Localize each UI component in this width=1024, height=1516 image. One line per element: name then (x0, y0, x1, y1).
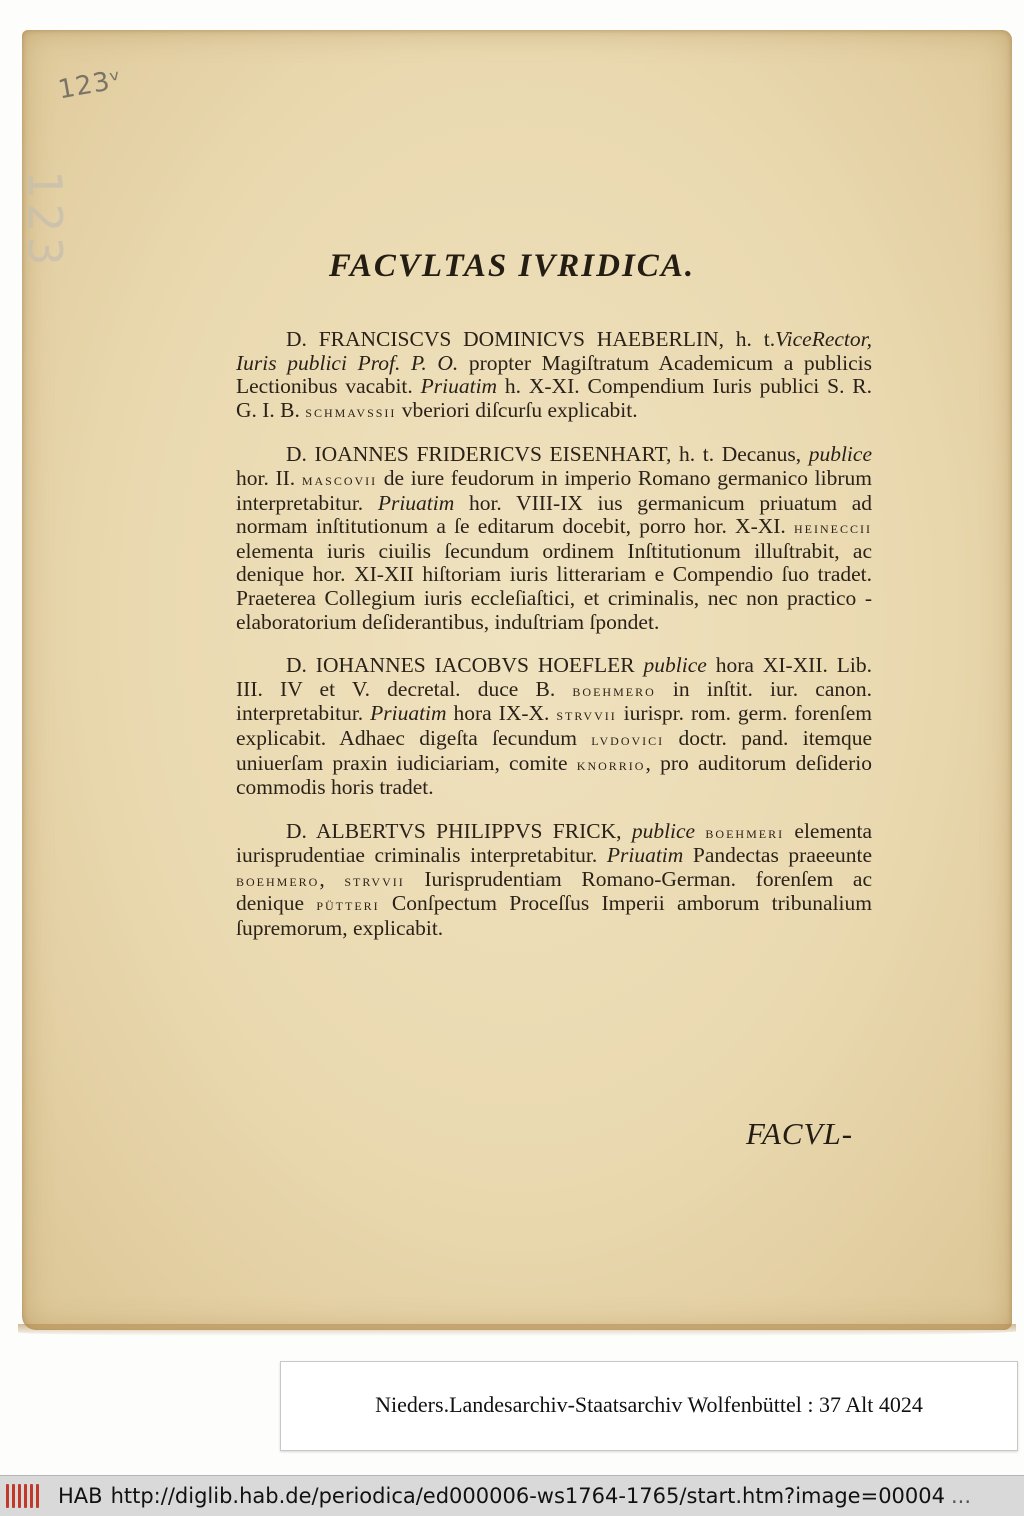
hab-logo-icon (6, 1482, 48, 1510)
archive-label (280, 1361, 1018, 1451)
pencil-folio-note: 123ᵛ (55, 64, 125, 106)
archive-label-text: Nieders.Landesarchiv-Staatsarchiv Wolfenbüttel : 37 Alt 4024 (375, 1392, 923, 1417)
entry-frick: D. ALBERTVS PHILIPPVS FRICK, publice boehmeri elementa iurisprudentiae criminalis interpretabitur. Priuatim Pandectas praeeunte boehmero, strvvii Iurisprudentiam Romano-German. forenſem ac denique pütteri Conſpectum Proceſſus Imperii amborum tribunalium ſupremorum, explicabit. (236, 818, 872, 941)
entry-eisenhart: D. IOANNES FRIDERICVS EISENHART, h. t. Decanus, publice hor. II. mascovii de iure feudorum in imperio Romano germanico librum interpretabitur. Priuatim hor. VIII-IX ius germanicum priuatum ad normam inſtitutionum a ſe editarum docebit, porro hor. X-XI. heineccii elementa iuris ciuilis ſecundum ordinem Inſtitutionum illuſtrabit, ac denique hor. XI-XII hiſtoriam iuris litterariam e Compendio ſuo tradet. Praeterea Collegium iuris eccleſiaſtici, et criminalis, nec non practico - elaboratorium deſiderantibus, induſtriam ſpondet. (236, 442, 873, 634)
stamped-folio-number: 123 (18, 170, 72, 270)
viewer-footer-bar (0, 1475, 1024, 1516)
entry-haeberlin: D. FRANCISCVS DOMINICVS HAEBERLIN, h. t.ViceRector, Iuris publici Prof. P. O. propter Magiſtratum Academicum a publicis Lectionibus vacabit. Priuatim h. X-XI. Compendium Iuris publici S. R. G. I. B. schmavssii vberiori diſcurſu explicabit. (236, 327, 872, 422)
entry-hoefler: D. IOHANNES IACOBVS HOEFLER publice hora XI-XII. Lib. III. IV et V. decretal. duce B. boehmero in inſtit. iur. canon. interpretabitur. Priuatim hora IX-X. strvvii iurispr. rom. germ. forenſem explicabit. Adhaec digeſta ſecundum lvdovici doctr. pand. itemque uniuerſam praxin iudiciariam, comite knorrio, pro auditorum deſiderio commodis horis tradet. (236, 653, 872, 800)
catchword: FACVL- (746, 1116, 854, 1151)
page-title: FACVLTAS IVRIDICA. (328, 248, 696, 284)
document-body (236, 328, 872, 961)
footer-url-link[interactable]: http://diglib.hab.de/periodica/ed000006-ws1764-1765/start.htm?image=00004 (110, 1484, 945, 1508)
footer-source: HAB (58, 1484, 103, 1508)
footer-more-icon[interactable]: ... (951, 1484, 972, 1508)
